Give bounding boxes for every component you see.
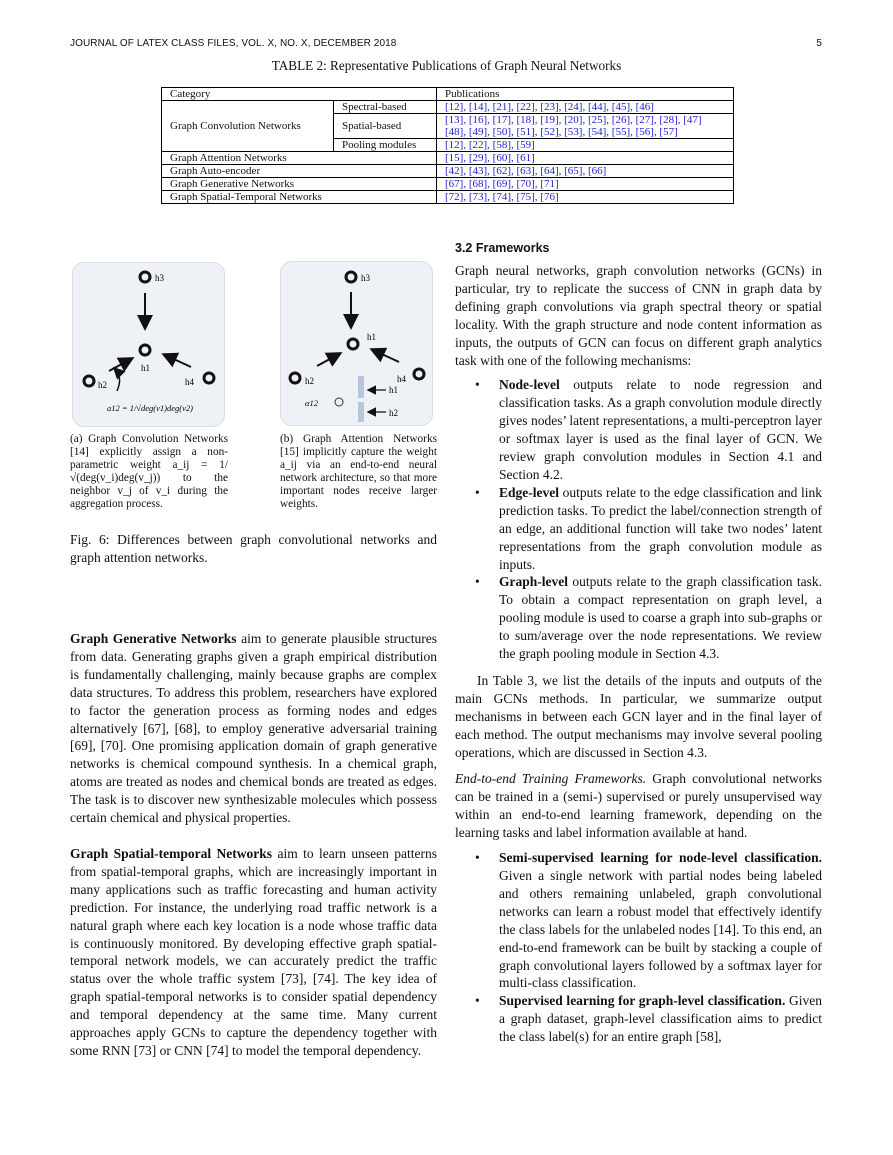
figure-panel-gcn xyxy=(72,262,225,427)
table-row xyxy=(162,165,734,178)
refs-cell[interactable]: [15], [29], [60], [61] xyxy=(437,152,734,165)
label-h2: h2 xyxy=(98,380,107,390)
node-h3 xyxy=(140,272,150,282)
table-caption: TABLE 2: Representative Publications of Graph Neural Networks xyxy=(271,58,622,73)
list-item: • Supervised learning for graph-level classification. Given a graph dataset, graph-level classification aims to predict the class label(s) for an entire graph [58], xyxy=(455,992,822,1046)
paragraph-ggn: Graph Generative Networks aim to generate plausible structures from data. Generating graphs given a graph empirical distribution is fundamentally challenging, mainly because graphs are complex data structures. To address this problem, researchers have explored to factor the generation process as forming nodes and edges alternatively [67], [68], to employ generative adversarial training [69], [70]. One promising application domain of graph generative networks is chemical compound synthesis. In a chemical graph, atoms are treated as nodes and chemical bonds are treated as edges. The task is to discover new synthesizable molecules which possess certain chemical and physical properties. xyxy=(70,631,437,826)
label-h1: h1 xyxy=(141,363,150,373)
label-h2: h2 xyxy=(305,376,314,386)
table-row xyxy=(162,101,734,114)
label-h3: h3 xyxy=(155,273,164,283)
list-item: • Semi-supervised learning for node-level classification. Given a single network with partial nodes being labeled and others remaining unlabeled, graph convolutional networks can learn a robust model that effectively identify the class labels for the unlabeled nodes [14]. To this end, an end-to-end framework can be built by stacking a couple of graph convolutional layers followed by a softmax layer for multi-class classification. xyxy=(455,849,822,992)
list-item: • Edge-level outputs relate to the edge classification and link prediction tasks. To predict the label/connection strength of an edge, an additional function will take two nodes’ latent representations from the graph convolution module as inputs. xyxy=(455,484,822,574)
list-item: • Graph-level outputs relate to the graph classification task. To obtain a compact representation on graph level, a pooling module is used to coarse a graph into sub-graphs or to sum/average over the node representations. We review the graph pooling module in Section 4.3. xyxy=(455,573,822,663)
right-column xyxy=(455,262,822,1046)
running-header xyxy=(70,38,822,49)
figure-caption: Fig. 6: Differences between graph convolutional networks and graph attention networks. xyxy=(70,532,437,565)
label-h2: h2 xyxy=(389,408,398,418)
ggn-title: Graph Generative Networks xyxy=(70,631,237,646)
subcategory-cell: Pooling modules xyxy=(334,139,437,152)
category-cell: Graph Attention Networks xyxy=(162,152,437,165)
node-h4 xyxy=(204,373,214,383)
category-cell: Graph Spatial-Temporal Networks xyxy=(162,191,437,204)
paragraph-e2e: End-to-end Training Frameworks. Graph convolutional networks can be trained in a (semi-) supervised or purely unsupervised way within an end-to-end learning framework, depending on the learning tasks and label information available at hand. xyxy=(455,771,822,841)
gcn-diagram xyxy=(73,263,224,426)
paragraph-table3: In Table 3, we list the details of the inputs and outputs of the main GCNs methods. In particular, we summarize output mechanisms in between each GCN layer and in the final layer of each method. The output mechanisms may involve several pooling operations, which are discussed in Section 4.3. xyxy=(455,672,822,760)
refs-cell[interactable]: [67], [68], [69], [70], [71] xyxy=(437,178,734,191)
table-row xyxy=(162,152,734,165)
refs-cell[interactable]: [42], [43], [62], [63], [64], [65], [66] xyxy=(437,165,734,178)
header-publications: Publications xyxy=(437,88,734,101)
refs-cell[interactable]: [12], [14], [21], [22], [23], [24], [44], [45], [46] xyxy=(437,101,734,114)
subcategory-cell: Spectral-based xyxy=(334,101,437,114)
label-h4: h4 xyxy=(185,377,194,387)
table-row xyxy=(162,178,734,191)
paragraph-intro: Graph neural networks, graph convolution networks (GCNs) in particular, try to replicate the success of CNN in graph data by defining graph convolutions via graph spectral theory or spatial locality. With the graph structure and node content information as inputs, the outputs of GCN can focus on different graph analytics task with one of the following mechanisms: xyxy=(455,263,822,368)
refs-cell[interactable]: [72], [73], [74], [75], [76] xyxy=(437,191,734,204)
category-cell: Graph Auto-encoder xyxy=(162,165,437,178)
publications-table xyxy=(161,87,734,204)
figure-panel-gat xyxy=(280,261,433,426)
label-h3: h3 xyxy=(361,273,370,283)
label-h1: h1 xyxy=(367,332,376,342)
journal-name: JOURNAL OF LATEX CLASS FILES, VOL. X, NO. X, DECEMBER 2018 xyxy=(70,38,397,49)
weight-formula: a12 = 1/√deg(v1)deg(v2) xyxy=(107,403,193,413)
label-h4: h4 xyxy=(397,374,406,384)
paragraph-gst: Graph Spatial-temporal Networks aim to learn unseen patterns from spatial-temporal graphs, which are increasingly important in many applications such as traffic forecasting and human activity prediction. For instance, the underlying road traffic network is a natural graph where each key location is a node whose traffic data is continuously monitored. By developing effective graph spatial-temporal network models, we can accurately predict the traffic status over the whole traffic system [73], [74]. The key idea of graph spatial-temporal networks is to consider spatial dependency and temporal dependency at the same time. Many current approaches apply GCNs to capture the dependency together with some RNN [73] or CNN [74] to model the temporal dependency. xyxy=(70,845,437,1058)
header-category: Category xyxy=(162,88,437,101)
gat-diagram xyxy=(281,262,432,425)
subcaption-a: (a) Graph Convolution Networks [14] explicitly assign a non-parametric weight a_ij = 1/√(deg(v_i)deg(v_j)) to the neighbor v_j of v_i during the aggregation process. xyxy=(70,433,228,510)
gcn-category: Graph Convolution Networks xyxy=(162,101,334,152)
subcaption-b: (b) Graph Attention Networks [15] implicitly capture the weight a_ij via an end-to-end neural network architecture, so that more important nodes receive larger weights. xyxy=(280,433,437,510)
list-item: • Node-level outputs relate to node regression and classification tasks. As a graph convolution module directly gives nodes’ latent representations, a multi-perceptron layer or softmax layer is used as the final layer of GCN. We review graph convolution modules in Section 4.1 and Section 4.2. xyxy=(455,376,822,483)
refs-cell[interactable]: [13], [16], [17], [18], [19], [20], [25], [26], [27], [28], [47] [48], [49], [50], [51], [52], [53], [54], [55], [56], [57] xyxy=(437,114,734,139)
node-h2 xyxy=(84,376,94,386)
section-heading: 3.2 Frameworks xyxy=(455,241,550,255)
label-h1: h1 xyxy=(389,385,398,395)
table-row xyxy=(162,191,734,204)
training-list xyxy=(455,849,822,1046)
attention-weight: α12 xyxy=(305,398,318,408)
gst-title: Graph Spatial-temporal Networks xyxy=(70,845,273,861)
page-number: 5 xyxy=(816,38,822,49)
table-header-row xyxy=(162,88,734,101)
output-mechanism-list xyxy=(455,376,822,663)
left-column xyxy=(70,630,437,1060)
node-h1 xyxy=(140,345,150,355)
category-cell: Graph Generative Networks xyxy=(162,178,437,191)
subcategory-cell: Spatial-based xyxy=(334,114,437,139)
refs-cell[interactable]: [12], [22], [58], [59] xyxy=(437,139,734,152)
